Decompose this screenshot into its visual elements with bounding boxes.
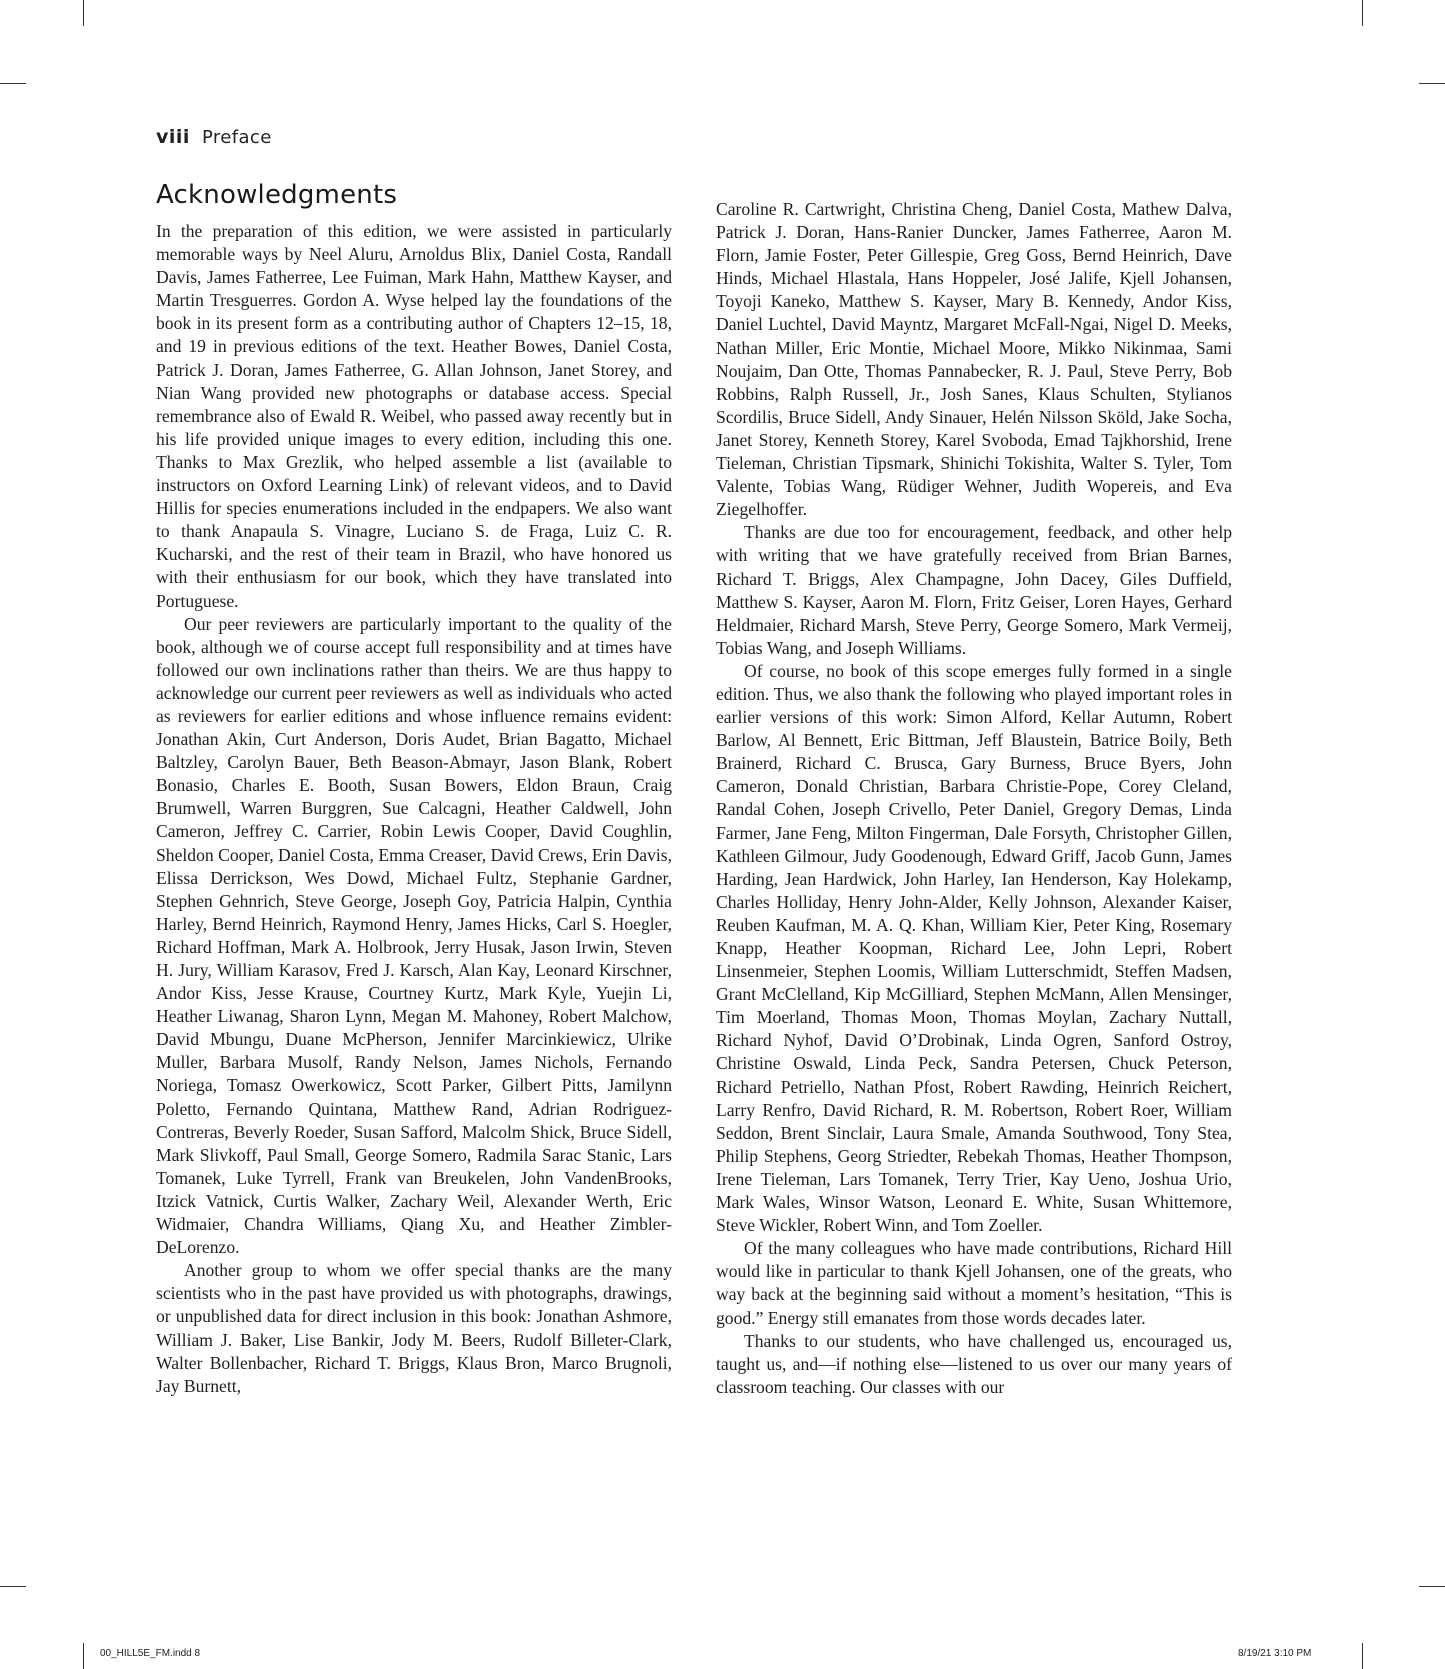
crop-mark-right-bottom bbox=[1419, 1586, 1445, 1587]
crop-mark-top-left bbox=[83, 0, 84, 26]
crop-mark-left-bottom bbox=[0, 1586, 26, 1587]
paragraph: Thanks are due too for encouragement, feedback, and other help with writing that we have gratefully received from Brian Barnes, Richard T. Briggs, Alex Champagne, John Dacey, Giles Duffield, Matthew S. Kayser, Aaron M. Florn, Fritz Geiser, Loren Hayes, Gerhard Heldmaier, Richard Marsh, Steve Perry, George Somero, Mark Vermeij, Tobias Wang, and Joseph Williams. bbox=[716, 522, 1232, 658]
paragraph: Caroline R. Cartwright, Christina Cheng, Daniel Costa, Mathew Dalva, Patrick J. Doran, Hans-Ranier Duncker, James Fatherree, Aaron M. Florn, Jamie Foster, Peter Gillespie, Greg Goss, Bernd Heinrich, Dave Hinds, Michael Hlastala, Hans Hoppeler, José Jalife, Kjell Johansen, Toyoji Kaneko, Matthew S. Kayser, Mary B. Kennedy, Andor Kiss, Daniel Luchtel, David Mayntz, Margaret McFall-Ngai, Nigel D. Meeks, Nathan Miller, Eric Montie, Michael Moore, Mikko Nikinmaa, Sami Noujaim, Dan Otte, Thomas Pannabecker, R. J. Paul, Steve Perry, Bob Robbins, Ralph Russell, Jr., Josh Sanes, Klaus Schulten, Stylianos Scordilis, Bruce Sidell, Andy Sinauer, Helén Nilsson Sköld, Jake Socha, Janet Storey, Kenneth Storey, Karel Svoboda, Emad Tajkhorshid, Irene Tieleman, Christian Tipsmark, Shinichi Tokishita, Walter S. Tyler, Tom Valente, Tobias Wang, Rüdiger Wehner, Judith Wopereis, and Eva Ziegelhoffer. bbox=[716, 199, 1232, 520]
paragraph: Our peer reviewers are particularly important to the quality of the book, although we of course accept full responsibility and at times have followed our own inclinations rather than theirs. We are thus happy to acknowledge our current peer reviewers as well as individuals who acted as reviewers for earlier editions and whose influence remains evident: Jonathan Akin, Curt Anderson, Doris Audet, Brian Bagatto, Michael Baltzley, Carolyn Bauer, Beth Beason-Abmayr, Jason Blank, Robert Bonasio, Charles E. Booth, Susan Bowers, Eldon Braun, Craig Brumwell, Warren Burggren, Sue Calcagni, Heather Caldwell, John Cameron, Jeffrey C. Carrier, Robin Lewis Cooper, David Coughlin, Sheldon Cooper, Daniel Costa, Emma Creaser, David Crews, Erin Davis, Elissa Derrickson, Wes Dowd, Michael Fultz, Stephanie Gardner, Stephen Gehnrich, Steve George, Joseph Goy, Patricia Halpin, Cynthia Harley, Bernd Heinrich, Raymond Henry, James Hicks, Carl S. Hoegler, Richard Hoffman, Mark A. Holbrook, Jerry Husak, Jason Irwin, Steven H. Jury, William Karasov, Fred J. Karsch, Alan Kay, Leonard Kirschner, Andor Kiss, Jesse Krause, Courtney Kurtz, Mark Kyle, Yuejin Li, Heather Liwanag, Sharon Lynn, Megan M. Mahoney, Robert Malchow, David Mbungu, Duane McPherson, Jennifer Marcinkiewicz, Ulrike Muller, Barbara Musolf, Randy Nelson, James Nichols, Fernando Noriega, Tomasz Owerkowicz, Scott Parker, Gilbert Pitts, Jamilynn Poletto, Fernando Quintana, Matthew Rand, Adrian Rodriguez-Contreras, Beverly Roeder, Susan Safford, Malcolm Shick, Bruce Sidell, Mark Slivkoff, Paul Small, George Somero, Radmila Sarac Stanic, Lars Tomanek, Luke Tyrrell, Frank van Breukelen, John VandenBrooks, Itzick Vatnick, Curtis Walker, Zachary Weil, Alexander Werth, Eric Widmaier, Chandra Williams, Qiang Xu, and Heather Zimbler-DeLorenzo. bbox=[156, 613, 672, 1258]
section-title: Preface bbox=[201, 127, 272, 148]
slug-date: 8/19/21 3:10 PM bbox=[1238, 1648, 1312, 1659]
paragraph: In the preparation of this edition, we were assisted in particularly memorable ways by Neel Aluru, Arnoldus Blix, Daniel Costa, Randall Davis, James Fatherree, Lee Fuiman, Mark Hahn, Matthew Kayser, and Martin Tresguerres. Gordon A. Wyse helped lay the foundations of the book in its present form as a contributing author of Chapters 12–15, 18, and 19 in previous editions of the text. Heather Bowes, Daniel Costa, Patrick J. Doran, James Fatherree, G. Allan Johnson, Janet Storey, and Nian Wang provided new photographs or database access. Special remembrance also of Ewald R. Weibel, who passed away recently but in his life provided unique images to every edition, including this one. Thanks to Max Grezlik, who helped assemble a list (available to instructors on Oxford Learning Link) of relevant videos, and to David Hillis for species enumerations included in the endpapers. We also want to thank Anapaula S. Vinagre, Luciano S. de Fraga, Luiz C. R. Kucharski, and the rest of their team in Brazil, who have honored us with their enthusiasm for our book, which they have translated into Portuguese. bbox=[156, 221, 672, 611]
paragraph: Of course, no book of this scope emerges fully formed in a single edition. Thus, we also thank the following who played important roles in earlier versions of this work: Simon Alford, Kellar Autumn, Robert Barlow, Al Bennett, Eric Bittman, Jeff Blaustein, Batrice Boily, Beth Brainerd, Richard C. Brusca, Gary Burness, Bruce Byers, John Cameron, Donald Christian, Barbara Christie-Pope, Corey Cleland, Randal Cohen, Joseph Crivello, Peter Daniel, Gregory Demas, Linda Farmer, Jane Feng, Milton Fingerman, Dale Forsyth, Christopher Gillen, Kathleen Gilmour, Judy Goodenough, Edward Griff, Jacob Gunn, James Harding, Jean Hardwick, John Harley, Ian Henderson, Kay Holekamp, Charles Holliday, Henry John-Alder, Kelly Johnson, Alexander Kaiser, Reuben Kaufman, M. A. Q. Khan, William Kier, Peter King, Rosemary Knapp, Heather Koopman, Richard Lee, John Lepri, Robert Linsenmeier, Stephen Loomis, William Lutterschmidt, Steffen Madsen, Grant McClelland, Kip McGilliard, Stephen McMann, Allen Mensinger, Tim Moerland, Thomas Moon, Thomas Moylan, Zachary Nuttall, Richard Nyhof, David O’Drobinak, Linda Ogren, Sanford Ostroy, Christine Oswald, Linda Peck, Sandra Petersen, Chuck Peterson, Richard Petriello, Nathan Pfost, Robert Rawding, Heinrich Reichert, Larry Renfro, David Richard, R. M. Robertson, Robert Roer, William Seddon, Brent Sinclair, Laura Smale, Amanda Southwood, Tony Stea, Philip Stephens, Georg Striedter, Rebekah Thomas, Heather Thompson, Irene Tieleman, Lars Tomanek, Terry Trier, Kay Ueno, Joshua Urio, Mark Wales, Winsor Watson, Leonard E. White, Susan Whittemore, Steve Wickler, Robert Winn, and Tom Zoeller. bbox=[716, 660, 1232, 1236]
crop-mark-bottom-left bbox=[83, 1643, 84, 1669]
crop-mark-left-top bbox=[0, 83, 26, 84]
running-head bbox=[156, 126, 272, 148]
page-folio: viii bbox=[156, 126, 190, 148]
left-column bbox=[156, 220, 672, 1398]
paragraph: Thanks to our students, who have challenged us, encouraged us, taught us, and—if nothing else—listened to us over our many years of classroom teaching. Our classes with our bbox=[716, 1330, 1232, 1397]
crop-mark-right-top bbox=[1419, 83, 1445, 84]
page-heading: Acknowledgments bbox=[156, 180, 398, 210]
slug-file: 00_HILL5E_FM.indd 8 bbox=[100, 1648, 201, 1659]
paragraph: Another group to whom we offer special thanks are the many scientists who in the past have provided us with photographs, drawings, or unpublished data for direct inclusion in this book: Jonathan Ashmore, William J. Baker, Lise Bankir, Jody M. Beers, Rudolf Billeter-Clark, Walter Bollenbacher, Richard T. Briggs, Klaus Bron, Marco Brugnoli, Jay Burnett, bbox=[156, 1260, 672, 1396]
crop-mark-bottom-right bbox=[1362, 1643, 1363, 1669]
paragraph: Of the many colleagues who have made contributions, Richard Hill would like in particular to thank Kjell Johansen, one of the greats, who way back at the beginning said without a moment’s hesitation, “This is good.” Energy still emanates from those words decades later. bbox=[716, 1238, 1232, 1328]
crop-mark-top-right bbox=[1362, 0, 1363, 26]
right-column bbox=[716, 198, 1232, 1399]
